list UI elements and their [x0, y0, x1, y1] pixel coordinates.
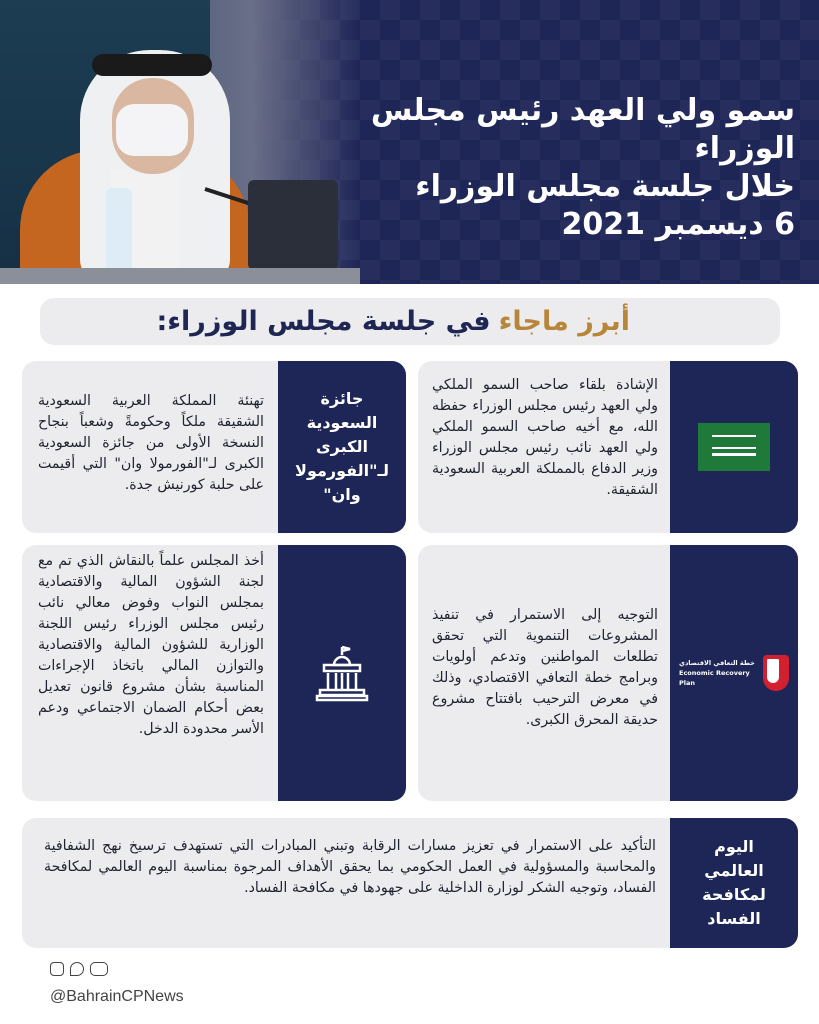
- card-formula-text: تهنئة المملكة العربية السعودية الشقيقة ملكاً وحكومةً وشعباً بنجاح النسخة الأولى من جائزة السعودية الكبرى لـ"الفورمولا وان" التي أقيمت على حلبة كورنيش جدة.: [38, 393, 264, 493]
- social-handle[interactable]: @BahrainCPNews: [50, 988, 184, 1005]
- title-line-1: سمو ولي العهد رئيس مجلس الوزراء: [370, 93, 795, 166]
- saudi-flag-icon: [698, 423, 770, 471]
- card-parliament-text: أخذ المجلس علماً بالنقاش الذي تم مع لجنة الشؤون المالية والاقتصادية بمجلس النواب وفوض معالي نائب رئيس مجلس الوزراء رئيس اللجنة الوزارية للشؤون المالية والاقتصادية والتوازن المالي باتخاذ الإجراءات المناسبة بشأن مشروع قانون تعديل بعض أحكام الضمان الاجتماعي ودعم الأسر محدودة الدخل.: [38, 553, 264, 737]
- card-erp-text: التوجيه إلى الاستمرار في تنفيذ المشروعات التنموية التي تحقق تطلعات المواطنين وتدعم أولويات وبرامج خطة التعافي الاقتصادي، وذلك في معرض الترحيب بافتتاح مشروع حديقة المحرق الكبرى.: [432, 607, 658, 728]
- card-anticorruption-tab-label: اليوم العالمي لمكافحة الفساد: [702, 837, 766, 928]
- header-banner: [0, 0, 819, 284]
- erp-logo-english: Economic Recovery Plan: [679, 669, 750, 687]
- card-erp-tab: [670, 545, 798, 801]
- card-formula-tab: [278, 361, 406, 533]
- section-heading-accent: أبرز ماجاء: [498, 306, 630, 337]
- section-heading-rest: في جلسة مجلس الوزراء:: [156, 306, 491, 337]
- card-anticorruption-text: التأكيد على الاستمرار في تعزيز مسارات الرقابة وتبني المبادرات التي تستهدف ترسيخ نهج الشفافية والمحاسبة والمسؤولية في العمل الحكومي بما يحقق الأهداف المرجوة بمناسبة اليوم العالمي لمكافحة الفساد، وتوجيه الشكر لوزارة الداخلية على جهودها في مكافحة الفساد.: [44, 838, 656, 896]
- card-formula-tab-label: جائزة السعودية الكبرى لـ"الفورمولا وان": [295, 389, 389, 504]
- bahrain-crest-icon: [763, 655, 789, 691]
- card-erp: [418, 545, 798, 801]
- erp-logo-arabic: خطة التعافي الاقتصادي: [679, 659, 755, 667]
- title-date: 6 ديسمبر 2021: [561, 207, 795, 242]
- parliament-building-icon: [312, 643, 372, 703]
- instagram-icon[interactable]: [50, 962, 64, 976]
- twitter-icon[interactable]: [70, 962, 84, 976]
- card-saudi-tab: [670, 361, 798, 533]
- youtube-icon[interactable]: [90, 962, 108, 976]
- header-title: [355, 92, 795, 244]
- section-heading: [40, 298, 780, 345]
- header-photo: [0, 0, 360, 284]
- card-parliament: [22, 545, 406, 801]
- social-icons: [50, 962, 108, 976]
- economic-recovery-plan-logo: [679, 633, 789, 713]
- card-anticorruption: [22, 818, 798, 948]
- card-anticorruption-tab: [670, 818, 798, 948]
- card-formula: [22, 361, 406, 533]
- card-saudi: [418, 361, 798, 533]
- card-parliament-tab: [278, 545, 406, 801]
- title-line-2: خلال جلسة مجلس الوزراء: [415, 169, 795, 204]
- card-saudi-text: الإشادة بلقاء صاحب السمو الملكي ولي العهد رئيس مجلس الوزراء حفظه الله، مع أخيه صاحب السمو الملكي ولي العهد نائب رئيس مجلس الوزراء وزير الدفاع بالمملكة العربية السعودية الشقيقة.: [432, 377, 658, 498]
